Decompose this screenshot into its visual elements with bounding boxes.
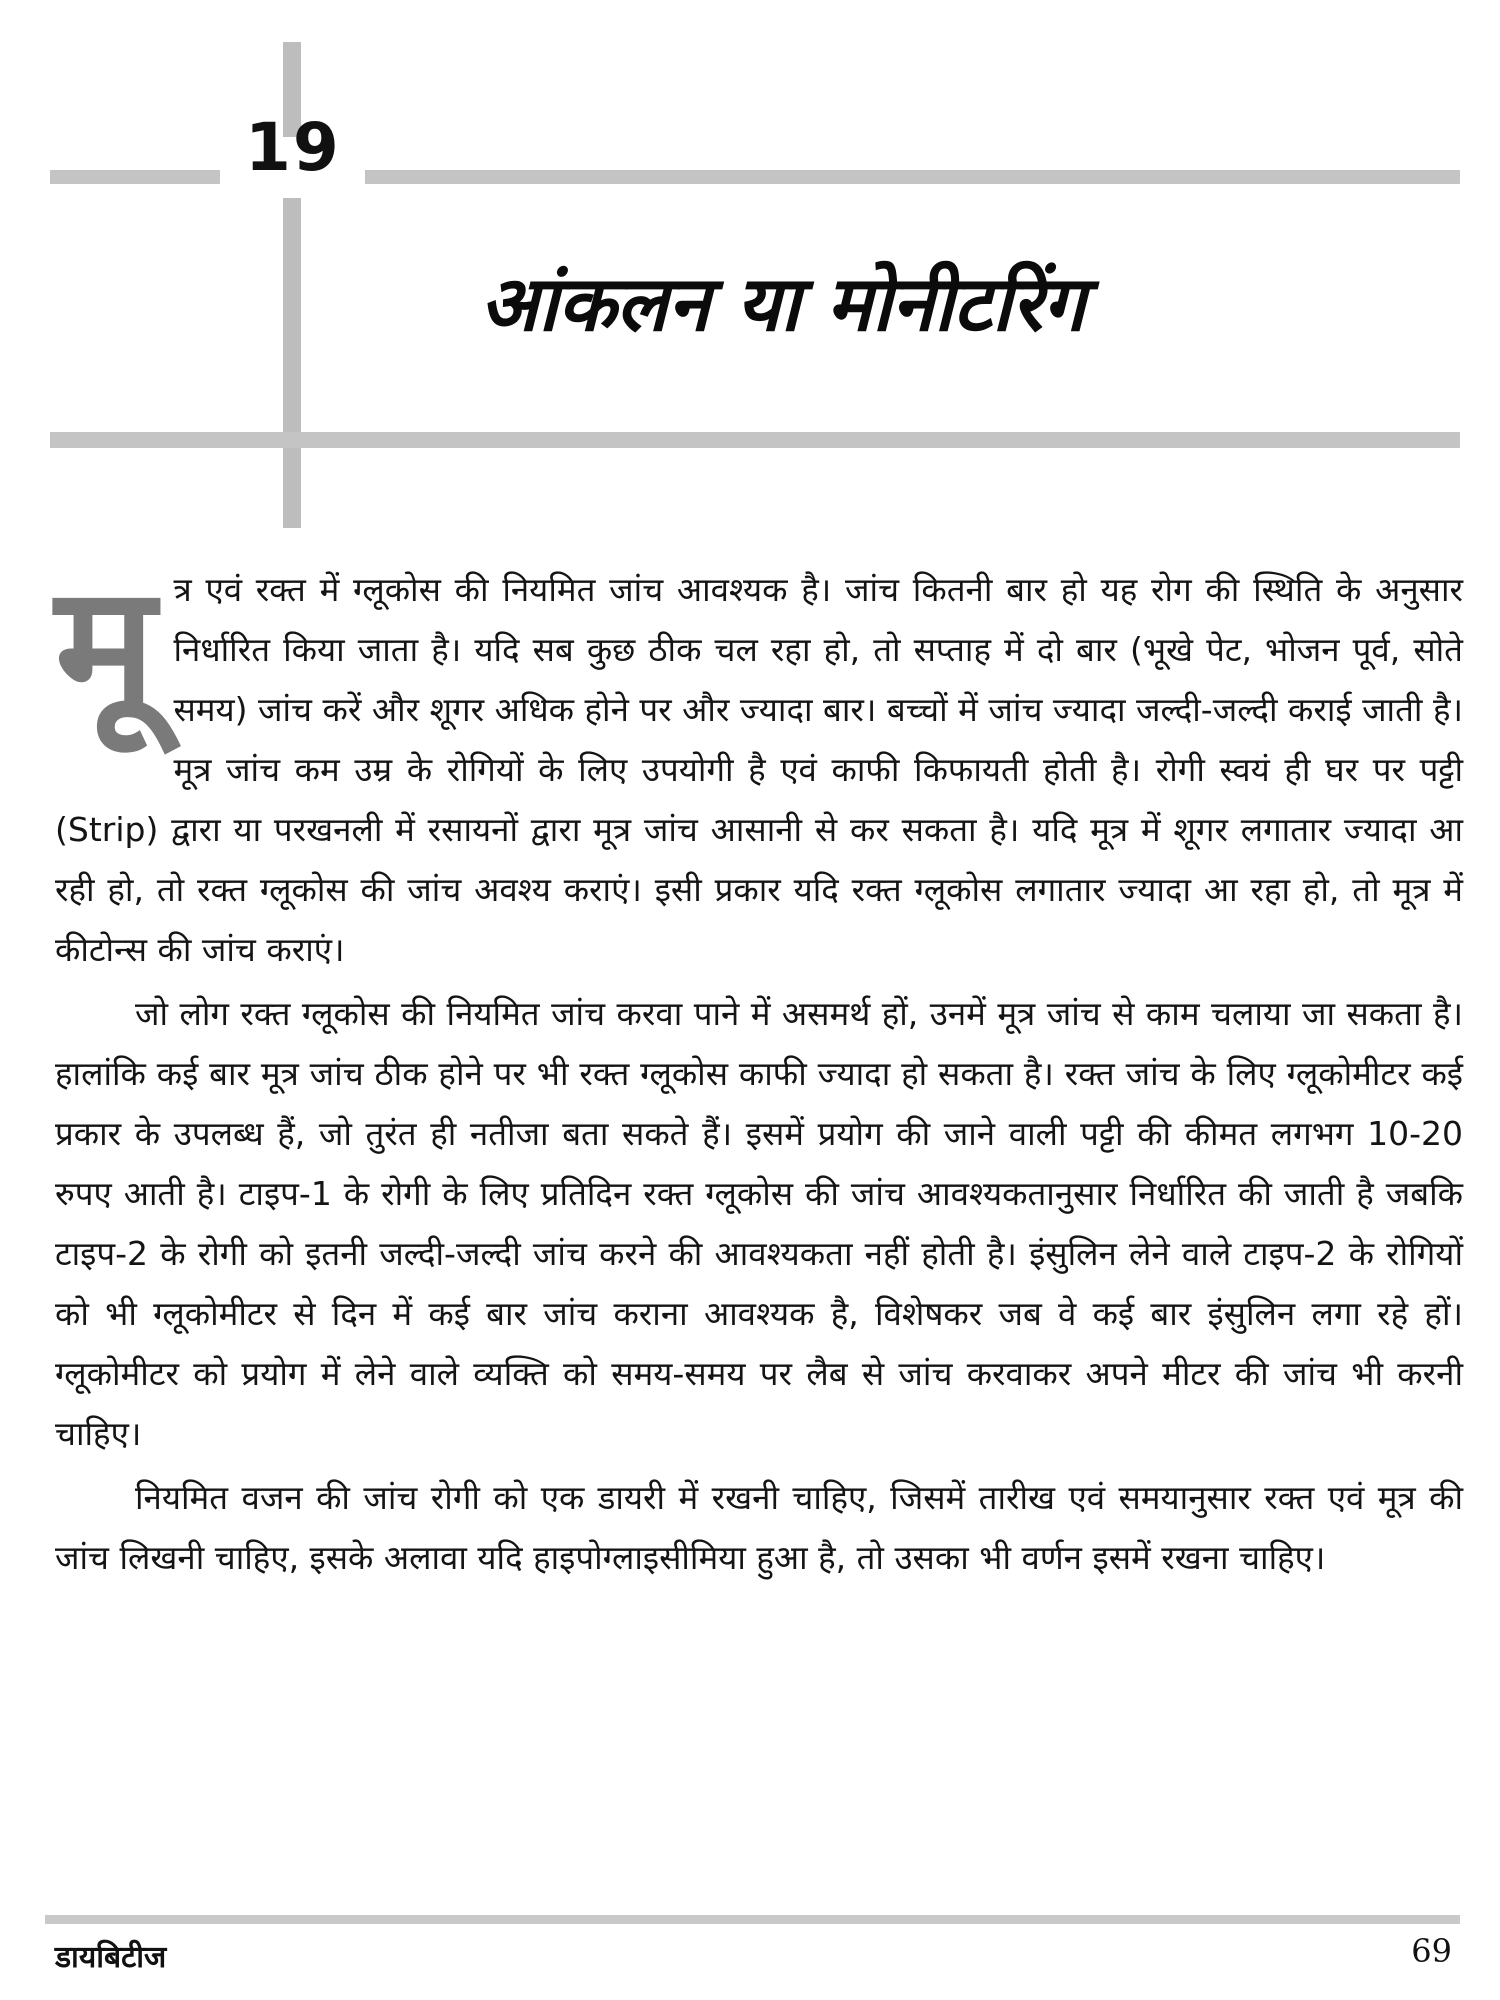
chapter-body — [55, 549, 1463, 1592]
drop-cap: मू — [55, 549, 156, 745]
paragraph-2: जो लोग रक्त ग्लूकोस की नियमित जांच करवा पाने में असमर्थ हों, उनमें मूत्र जांच से काम चलाया जा सकता है। हालांकि कई बार मूत्र जांच ठीक होने पर भी रक्त ग्लूकोस काफी ज्यादा हो सकता है। रक्त जांच के लिए ग्लूकोमीटर कई प्रकार के उपलब्ध हैं, जो तुरंत ही नतीजा बता सकते हैं। इसमें प्रयोग की जाने वाली पट्टी की कीमत लगभग 10-20 रुपए आती है। टाइप-1 के रोगी के लिए प्रतिदिन रक्त ग्लूकोस की जांच आवश्यकतानुसार निर्धारित की जाती है जबकि टाइप-2 के रोगी को इतनी जल्दी-जल्दी जांच करने की आवश्यकता नहीं होती है। इंसुलिन लेने वाले टाइप-2 के रोगियों को भी ग्लूकोमीटर से दिन में कई बार जांच कराना आवश्यक है, विशेषकर जब वे कई बार इंसुलिन लगा रहे हों। ग्लूकोमीटर को प्रयोग में लेने वाले व्यक्ति को समय-समय पर लैब से जांच करवाकर अपने मीटर की जांच भी करनी चाहिए। — [55, 994, 1463, 1453]
page-number: 69 — [1411, 1932, 1452, 1970]
paragraph-3: नियमित वजन की जांच रोगी को एक डायरी में रखनी चाहिए, जिसमें तारीख एवं समयानुसार रक्त एवं मूत्र की जांच लिखनी चाहिए, इसके अलावा यदि हाइपोग्लाइसीमिया हुआ है, तो उसका भी वर्णन इसमें रखना चाहिए। — [55, 1478, 1463, 1577]
header-rule-right — [365, 170, 1460, 184]
footer-rule — [45, 1915, 1460, 1924]
paragraph-1-text: त्र एवं रक्त में ग्लूकोस की नियमित जांच आवश्यक है। जांच कितनी बार हो यह रोग की स्थिति के अनुसार निर्धारित किया जाता है। यदि सब कुछ ठीक चल रहा हो, तो सप्ताह में दो बार (भूखे पेट, भोजन पूर्व, सोते समय) जांच करें और शूगर अधिक होने पर और ज्यादा बार। बच्चों में जांच ज्यादा जल्दी-जल्दी कराई जाती है। मूत्र जांच कम उम्र के रोगियों के लिए उपयोगी है एवं काफी किफायती होती है। रोगी स्वयं ही घर पर पट्टी (Strip) द्वारा या परखनली में रसायनों द्वारा मूत्र जांच आसानी से कर सकता है। यदि मूत्र में शूगर लगातार ज्यादा आ रही हो, तो रक्त ग्लूकोस की जांच अवश्य कराएं। इसी प्रकार यदि रक्त ग्लूकोस लगातार ज्यादा आ रहा हो, तो मूत्र में कीटोन्स की जांच कराएं। — [55, 570, 1463, 969]
paragraph-1 — [55, 549, 1463, 980]
header-rule-left — [50, 170, 220, 184]
footer-book-title: डायबिटीज — [55, 1940, 167, 1975]
header-rule-bottom — [50, 432, 1460, 448]
chapter-title: आंकलन या मोनीटरिंग — [480, 259, 1086, 348]
header-vertical-bar — [283, 198, 301, 528]
chapter-number: 19 — [245, 109, 341, 186]
